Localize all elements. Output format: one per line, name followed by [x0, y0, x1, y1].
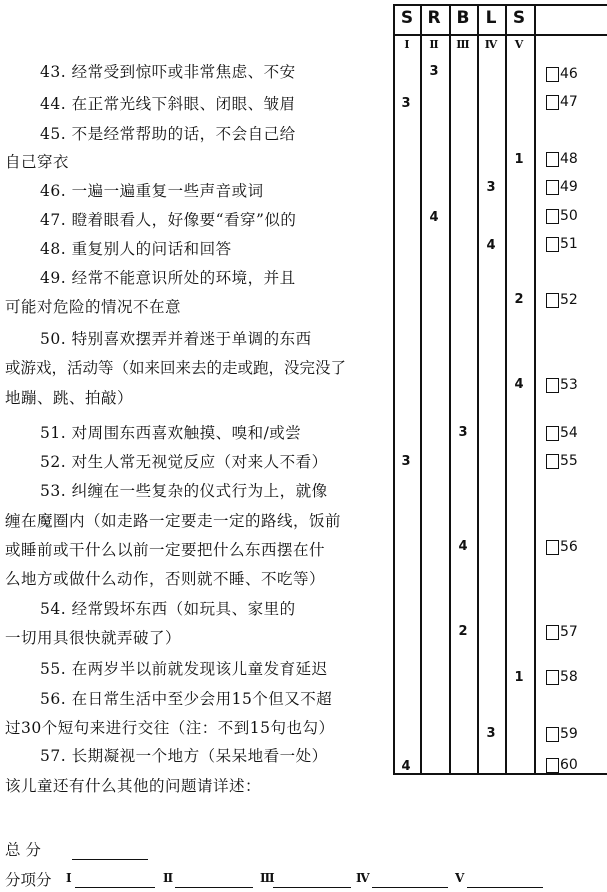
item-checkbox[interactable] [546, 292, 578, 308]
item-text: 一切用具很快就弄破了） [5, 629, 182, 647]
item-checkbox[interactable] [546, 179, 578, 195]
item-checkbox[interactable] [546, 624, 578, 640]
item-number: 50 [560, 208, 578, 224]
item-score: 3 [458, 425, 468, 440]
item-text: 57. 长期凝视一个地方（呆呆地看一处） [40, 747, 328, 765]
item-score: 3 [401, 96, 411, 111]
subscore-roman: Ⅲ [260, 871, 275, 885]
item-score: 3 [401, 454, 411, 469]
header-letter: B [456, 8, 470, 28]
item-number: 59 [560, 726, 578, 742]
item-checkbox[interactable] [546, 94, 578, 110]
item-number: 51 [560, 236, 578, 252]
item-text: 45. 不是经常帮助的话，不会自己给 [40, 125, 296, 143]
checkbox-square[interactable] [546, 758, 559, 773]
subscore-field[interactable] [467, 887, 543, 888]
item-text: 56. 在日常生活中至少会用15个但又不超 [40, 690, 333, 708]
header-roman: Ⅱ [429, 38, 439, 51]
item-checkbox[interactable] [546, 236, 578, 252]
item-text: 过30个短句来进行交往（注：不到15句也勾） [5, 719, 335, 737]
checkbox-square[interactable] [546, 540, 559, 555]
subscore-roman: Ⅱ [163, 871, 174, 885]
item-text: 50. 特别喜欢摆弄并着迷于单调的东西 [40, 330, 312, 348]
item-number: 54 [560, 425, 578, 441]
grid-line [505, 4, 507, 774]
header-letter: S [400, 8, 414, 28]
item-text: 地蹦、跳、拍敲） [5, 389, 134, 407]
item-checkbox[interactable] [546, 425, 578, 441]
item-number: 52 [560, 292, 578, 308]
grid-line [534, 4, 536, 774]
item-text: 自己穿衣 [5, 153, 70, 171]
item-text: 55. 在两岁半以前就发现该儿童发育延迟 [40, 660, 328, 678]
subscore-field[interactable] [273, 887, 351, 888]
checkbox-square[interactable] [546, 209, 559, 224]
header-letter: L [485, 8, 497, 28]
item-text: 么地方或做什么动作，否则就不睡、不吃等） [5, 570, 326, 588]
item-score: 3 [486, 726, 496, 741]
item-score: 4 [486, 238, 496, 253]
item-score: 4 [429, 210, 439, 225]
grid-line [477, 4, 479, 774]
checkbox-square[interactable] [546, 625, 559, 640]
subscore-label: 分项分 [5, 871, 52, 889]
item-checkbox[interactable] [546, 208, 578, 224]
item-text: 47. 瞪着眼看人，好像要“看穿”似的 [40, 211, 297, 229]
item-score: 2 [458, 624, 468, 639]
item-score: 1 [514, 152, 524, 167]
header-mid-rule [393, 34, 607, 36]
item-number: 57 [560, 624, 578, 640]
item-number: 60 [560, 757, 578, 773]
item-score: 2 [514, 292, 524, 307]
item-number: 56 [560, 539, 578, 555]
grid-line [449, 4, 451, 774]
item-text: 49. 经常不能意识所处的环境，并且 [40, 269, 296, 287]
item-text: 或睡前或干什么以前一定要把什么东西摆在什 [5, 541, 326, 559]
item-text: 缠在魔圈内（如走路一定要走一定的路线，饭前 [5, 512, 342, 530]
item-score: 3 [429, 64, 439, 79]
checkbox-square[interactable] [546, 152, 559, 167]
header-roman: Ⅴ [514, 38, 524, 51]
checkbox-square[interactable] [546, 727, 559, 742]
item-score: 3 [486, 180, 496, 195]
checkbox-square[interactable] [546, 237, 559, 252]
grid-line [393, 4, 395, 774]
item-score: 4 [514, 377, 524, 392]
subscore-roman: V [455, 871, 465, 885]
checkbox-square[interactable] [546, 378, 559, 393]
item-checkbox[interactable] [546, 377, 578, 393]
subscore-field[interactable] [75, 887, 155, 888]
item-number: 53 [560, 377, 578, 393]
item-checkbox[interactable] [546, 151, 578, 167]
item-text: 该儿童还有什么其他的问题请详述： [5, 777, 262, 795]
checkbox-square[interactable] [546, 180, 559, 195]
item-checkbox[interactable] [546, 726, 578, 742]
item-checkbox[interactable] [546, 453, 578, 469]
grid-line [420, 4, 422, 774]
item-text: 52. 对生人常无视觉反应（对来人不看） [40, 453, 328, 471]
item-text: 53. 纠缠在一些复杂的仪式行为上，就像 [40, 482, 328, 500]
header-roman: I [404, 38, 410, 51]
item-score: 4 [401, 759, 411, 774]
item-checkbox[interactable] [546, 66, 578, 82]
item-number: 46 [560, 66, 578, 82]
header-roman: Ⅲ [456, 38, 470, 51]
total-score-field[interactable] [72, 859, 148, 860]
checkbox-square[interactable] [546, 454, 559, 469]
total-score-label: 总 分 [5, 841, 41, 859]
checkbox-square[interactable] [546, 670, 559, 685]
subscore-roman: I [66, 871, 72, 885]
item-checkbox[interactable] [546, 539, 578, 555]
item-text: 54. 经常毁坏东西（如玩具、家里的 [40, 600, 296, 618]
item-text: 46. 一遍一遍重复一些声音或词 [40, 182, 264, 200]
checkbox-square[interactable] [546, 95, 559, 110]
checkbox-square[interactable] [546, 426, 559, 441]
subscore-field[interactable] [175, 887, 253, 888]
item-number: 55 [560, 453, 578, 469]
header-top-rule [393, 4, 607, 6]
item-text: 48. 重复别人的问话和回答 [40, 240, 232, 258]
item-text: 或游戏，活动等（如来回来去的走或跑，没完没了 [5, 359, 347, 377]
item-text: 51. 对周围东西喜欢触摸、嗅和/或尝 [40, 424, 302, 442]
header-letter: R [427, 8, 441, 28]
item-score: 1 [514, 670, 524, 685]
subscore-roman: Ⅳ [356, 871, 370, 885]
item-text: 可能对危险的情况不在意 [5, 298, 182, 316]
item-checkbox[interactable] [546, 757, 578, 773]
item-text: 43. 经常受到惊吓或非常焦虑、不安 [40, 63, 296, 81]
item-number: 58 [560, 669, 578, 685]
item-number: 47 [560, 94, 578, 110]
item-text: 44. 在正常光线下斜眼、闭眼、皱眉 [40, 95, 296, 113]
header-roman: Ⅳ [484, 38, 498, 51]
subscore-field[interactable] [372, 887, 448, 888]
header-letter: S [512, 8, 526, 28]
bottom-rule [393, 773, 607, 775]
item-checkbox[interactable] [546, 669, 578, 685]
checkbox-square[interactable] [546, 67, 559, 82]
item-score: 4 [458, 539, 468, 554]
checkbox-square[interactable] [546, 293, 559, 308]
item-number: 49 [560, 179, 578, 195]
item-number: 48 [560, 151, 578, 167]
